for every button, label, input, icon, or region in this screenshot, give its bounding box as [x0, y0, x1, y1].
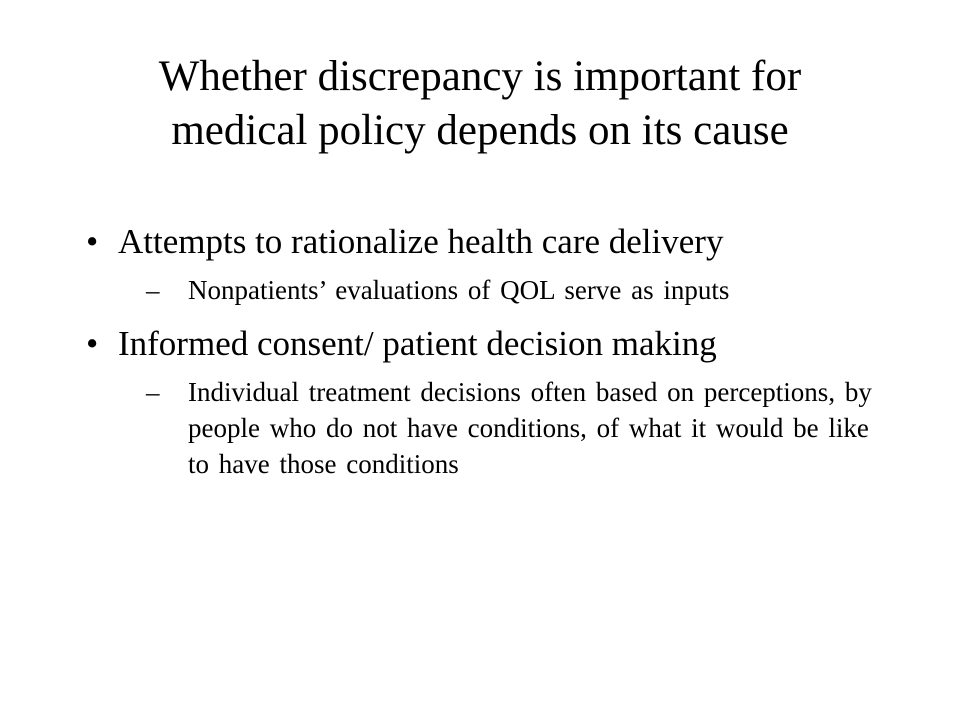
bullet-list: [86, 218, 886, 482]
bullet-text: Attempts to rationalize health care delivery: [118, 222, 724, 261]
bullet-marker: •: [86, 324, 99, 363]
slide-title: [60, 50, 900, 158]
title-line-2: medical policy depends on its cause: [171, 107, 789, 154]
sub-bullet-list: [118, 374, 886, 482]
sub-bullet-item: [118, 272, 886, 308]
sub-bullet-text: Individual treatment decisions often based on perceptions, by people who do not have conditions, of what it would be like to have those conditions: [188, 377, 872, 479]
bullet-item: [86, 320, 886, 482]
sub-bullet-list: [118, 272, 886, 308]
title-line-1: Whether discrepancy is important for: [158, 53, 802, 100]
sub-bullet-marker: –: [146, 377, 160, 407]
sub-bullet-item: [118, 374, 886, 482]
sub-bullet-text: Nonpatients’ evaluations of QOL serve as inputs: [188, 275, 730, 305]
bullet-item: [86, 218, 886, 308]
bullet-marker: •: [86, 222, 99, 261]
sub-bullet-marker: –: [146, 275, 160, 305]
bullet-text: Informed consent/ patient decision making: [118, 324, 717, 363]
